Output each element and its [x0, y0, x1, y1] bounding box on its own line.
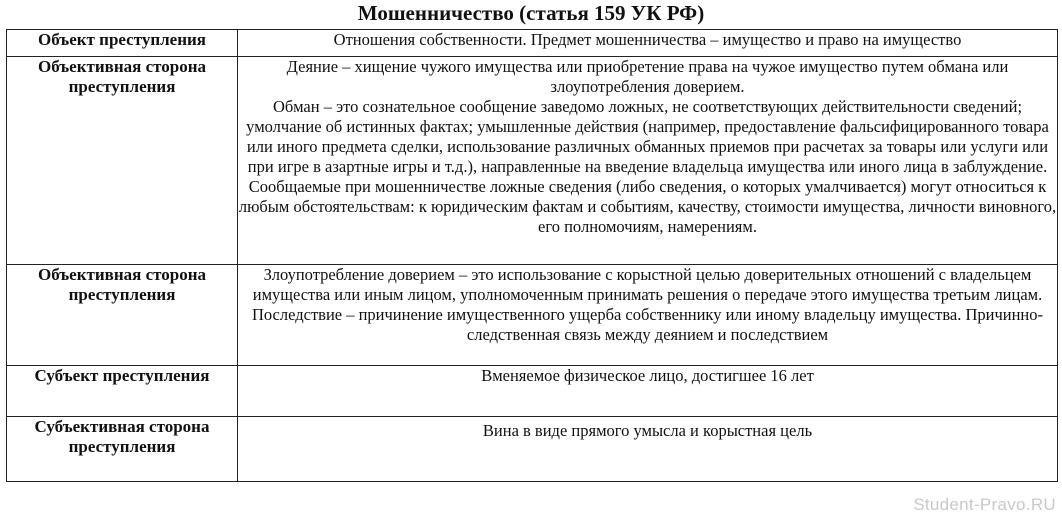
row-content-subjective-side	[238, 417, 1058, 482]
page-title: Мошенничество (статья 159 УК РФ)	[357, 1, 705, 25]
table-row-objective-side-1	[7, 57, 1058, 265]
crime-elements-table	[6, 29, 1058, 482]
row-label-subjective-side: Субъективная сторона преступления	[7, 417, 238, 482]
table-row-subject	[7, 366, 1058, 417]
row-content-objective-side-1	[238, 57, 1058, 265]
row-label-objective-side-2: Объективная сторона преступления	[7, 265, 238, 366]
row-label-object: Объект преступления	[7, 30, 238, 57]
content-paragraph: Обман – это сознательное сообщение заведомо ложных, не соответствующих действительности сведений; умолчание об истинных фактах; умышленные действия (например, предоставление фальсифицированного товара или иного предмета сделки, использование различных обманных приемов при расчетах за товары или услуги или при игре в азартные игры и т.д.), направленные на введение владельца имущества или иного лица в заблуждение.	[246, 97, 1049, 176]
table-row-objective-side-2	[7, 265, 1058, 366]
content-paragraph: Деяние – хищение чужого имущества или приобретение права на чужое имущество путем обмана или злоупотребления доверием.	[286, 57, 1009, 96]
content-paragraph: Злоупотребление доверием – это использование с корыстной целью доверительных отношений с владельцем имущества или иным лицом, уполномоченным принимать решения о передаче этого имущества третьим лицам.	[252, 265, 1043, 304]
table-row-subjective-side	[7, 417, 1058, 482]
table-row-object	[7, 30, 1058, 57]
content-paragraph: Отношения собственности. Предмет мошенничества – имущество и право на имущество	[333, 30, 962, 49]
content-paragraph: Сообщаемые при мошенничестве ложные сведения (либо сведения, о которых умалчивается) могут относиться к любым обстоятельствам: к юридическим фактам и событиям, качеству, стоимости имущества, личности виновного, его полномочиям, намерениям.	[238, 177, 1057, 236]
row-content-subject	[238, 366, 1058, 417]
content-paragraph: Последствие – причинение имущественного ущерба собственнику или иному владельцу имущества. Причинно-следственная связь между деянием и последствием	[251, 305, 1044, 344]
content-paragraph: Вменяемое физическое лицо, достигшее 16 лет	[481, 366, 814, 385]
row-content-object	[238, 30, 1058, 57]
content-paragraph: Вина в виде прямого умысла и корыстная цель	[482, 421, 813, 440]
row-label-subject: Субъект преступления	[7, 366, 238, 417]
row-label-objective-side-1: Объективная сторона преступления	[7, 57, 238, 265]
row-content-objective-side-2	[238, 265, 1058, 366]
site-watermark: Student-Pravo.RU	[913, 495, 1056, 514]
